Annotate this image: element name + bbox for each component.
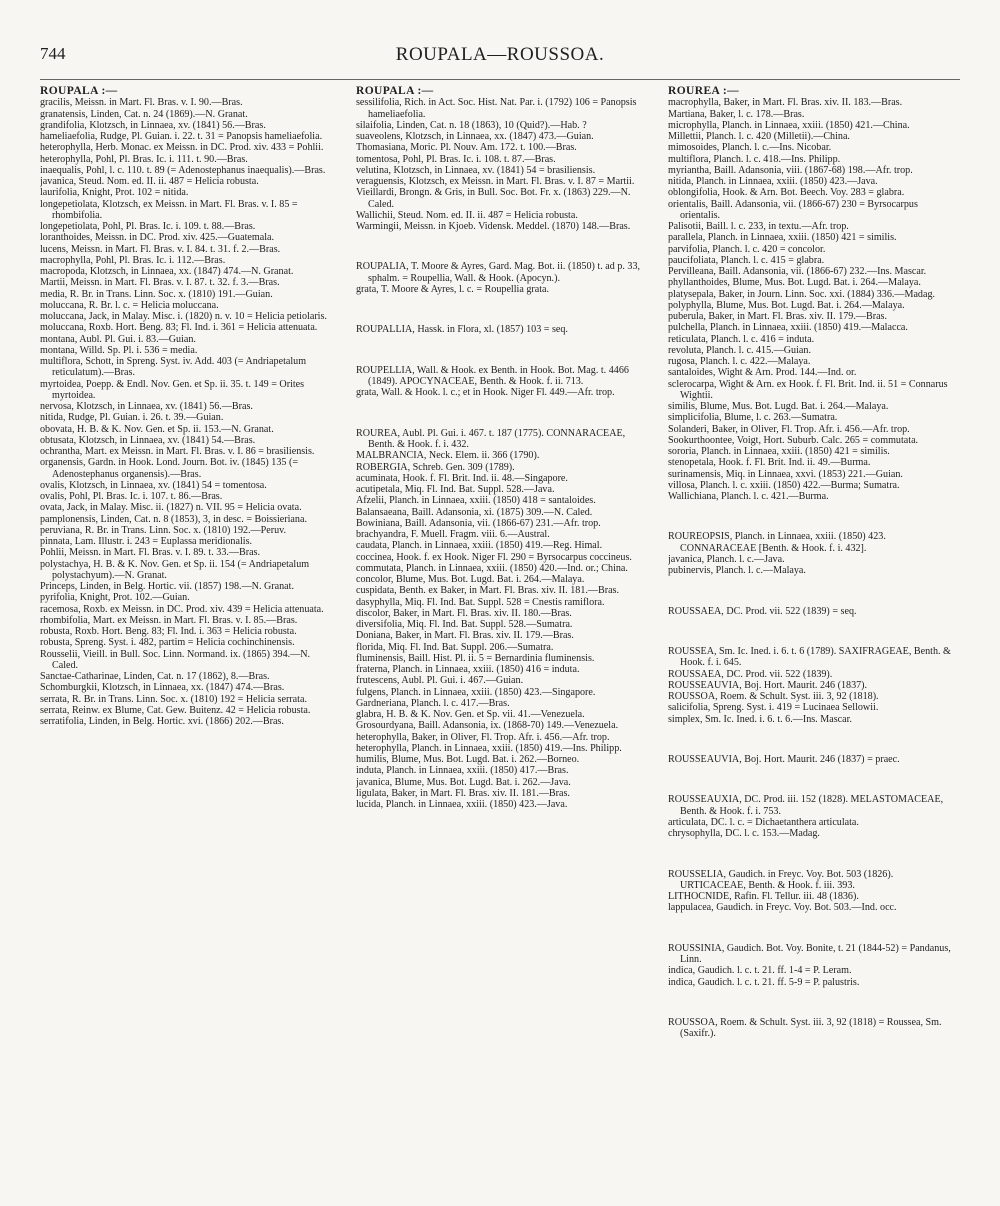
index-entry: heterophylla, Herb. Monac. ex Meissn. in DC. Prod. xiv. 433 = Pohlii. xyxy=(40,142,324,154)
genus-heading: ROUREA :— xyxy=(668,86,740,97)
page-number: 744 xyxy=(40,44,66,63)
index-entry: articulata, DC. l. c. = Dichaetanthera articulata. xyxy=(668,816,859,828)
index-entry: orientalis, Baill. Adansonia, vii. (1866-67) 230 = Byrsocarpus orientalis. xyxy=(668,198,918,221)
index-entry: gracilis, Meissn. in Mart. Fl. Bras. v. I. 90.—Bras. xyxy=(40,97,243,109)
index-entry: Balansaeana, Baill. Adansonia, xi. (1875) 309.—N. Caled. xyxy=(356,506,593,518)
index-entry: brachyandra, F. Muell. Fragm. viii. 6.—Austral. xyxy=(356,529,550,540)
index-entry: ovata, Jack, in Malay. Misc. ii. (1827) n. VII. 95 = Helicia ovata. xyxy=(40,502,302,514)
index-entry: ROUSSOA, Roem. & Schult. Syst. iii. 3, 92 (1818) = Roussea, Sm. (Saxifr.). xyxy=(668,1017,942,1040)
entry-gap xyxy=(668,850,960,859)
index-entry: macrophylla, Baker, in Mart. Fl. Bras. xiv. II. 183.—Bras. xyxy=(668,97,903,109)
index-entry: moluccana, R. Br. l. c. = Helicia moluccana. xyxy=(40,299,219,311)
index-entry: ROUPALLIA, Hassk. in Flora, xl. (1857) 103 = seq. xyxy=(356,324,568,336)
index-entry: serratifolia, Linden, in Belg. Hortic. xvi. (1866) 202.—Bras. xyxy=(40,716,284,727)
index-entry: multiflora, Planch. l. c. 418.—Ins. Philipp. xyxy=(668,153,841,165)
index-entry: discolor, Baker, in Mart. Fl. Bras. xiv. II. 180.—Bras. xyxy=(356,607,572,619)
index-entry: rugosa, Planch. l. c. 422.—Malaya. xyxy=(668,356,811,367)
index-entry: lucens, Meissn. in Mart. Fl. Bras. v. I. 84. t. 31. f. 2.—Bras. xyxy=(40,243,281,255)
index-entry: stenopetala, Hook. f. Fl. Brit. Ind. ii. 49.—Burma. xyxy=(668,457,871,469)
index-entry: ROUPALIA, T. Moore & Ayres, Gard. Mag. Bot. ii. (1850) t. ad p. 33, sphalm. = Roupellia, Wall. & Hook. (Apocyn.). xyxy=(356,261,641,284)
index-entry: Doniana, Baker, in Mart. Fl. Bras. xiv. II. 179.—Bras. xyxy=(356,630,574,642)
index-entry: Princeps, Linden, in Belg. Hortic. vii. (1857) 198.—N. Granat. xyxy=(40,581,294,592)
index-entry: parvifolia, Planch. l. c. 420 = concolor. xyxy=(668,243,826,255)
index-entry: frutescens, Aubl. Pl. Gui. i. 467.—Guian. xyxy=(356,675,524,687)
index-entry: robusta, Spreng. Syst. i. 482, partim = Helicia cochinchinensis. xyxy=(40,637,295,649)
index-entry: sclerocarpa, Wight & Arn. ex Hook. f. Fl. Brit. Ind. ii. 51 = Connarus Wightii. xyxy=(668,378,948,401)
index-entry: Millettii, Planch. l. c. 420 (Milletii).—China. xyxy=(668,131,850,142)
index-entry: ROUSSEA, Sm. Ic. Ined. i. 6. t. 6 (1789). SAXIFRAGEAE, Benth. & Hook. f. i. 645. xyxy=(668,646,951,669)
index-entry: heterophylla, Baker, in Oliver, Fl. Trop. Afr. i. 456.—Afr. trop. xyxy=(356,731,610,743)
index-entry: dasyphylla, Miq. Fl. Ind. Bat. Suppl. 528 = Cnestis ramiflora. xyxy=(356,596,605,608)
index-entry: parallela, Planch. in Linnaea, xxiii. (1850) 421 = similis. xyxy=(668,232,897,244)
entry-gap xyxy=(668,735,960,744)
index-entry: santaloides, Wight & Arn. Prod. 144.—Ind. or. xyxy=(668,367,857,379)
index-entry: induta, Planch. in Linnaea, xxiii. (1850) 417.—Bras. xyxy=(356,765,569,777)
index-entry: ovalis, Klotzsch, in Linnaea, xv. (1841) 54 = tomentosa. xyxy=(40,479,267,491)
index-entry: ROUSSEAUVIA, Boj. Hort. Maurit. 246 (1837) = praec. xyxy=(668,754,900,765)
index-entry: acuminata, Hook. f. Fl. Brit. Ind. ii. 48.—Singapore. xyxy=(356,472,568,484)
index-entry: Martii, Meissn. in Mart. Fl. Bras. v. I. 87. t. 32. f. 3.—Bras. xyxy=(40,277,280,289)
index-entry: grata, T. Moore & Ayres, l. c. = Roupellia grata. xyxy=(356,283,550,295)
index-entry: rhombifolia, Mart. ex Meissn. in Mart. Fl. Bras. v. I. 85.—Bras. xyxy=(40,614,298,626)
index-entry: nitida, Planch. in Linnaea, xxiii. (1850) 423.—Java. xyxy=(668,176,878,187)
entry-gap xyxy=(668,587,960,596)
entry-gap xyxy=(356,305,648,314)
column-1 xyxy=(40,86,332,1186)
index-entry: tomentosa, Pohl, Pl. Bras. Ic. i. 108. t. 87.—Bras. xyxy=(356,153,556,165)
index-entry: suaveolens, Klotzsch, in Linnaea, xx. (1847) 473.—Guian. xyxy=(356,131,594,142)
index-entry: myriantha, Baill. Adansonia, viii. (1867-68) 198.—Afr. trop. xyxy=(668,164,913,176)
index-entry: macrophylla, Pohl, Pl. Bras. Ic. i. 112.—Bras. xyxy=(40,254,226,266)
index-entry: velutina, Klotzsch, in Linnaea, xv. (1841) 54 = brasiliensis. xyxy=(356,164,596,176)
index-entry: obtusata, Klotzsch, in Linnaea, xv. (1841) 54.—Bras. xyxy=(40,434,256,446)
index-entry: villosa, Planch. l. c. xxiii. (1850) 422.—Burma; Sumatra. xyxy=(668,479,900,491)
index-entry: ovalis, Pohl, Pl. Bras. Ic. i. 107. t. 86.—Bras. xyxy=(40,491,223,502)
entry-gap xyxy=(668,924,960,933)
index-entry: pulchella, Planch. in Linnaea, xxiii. (1850) 419.—Malacca. xyxy=(668,322,908,334)
index-entry: moluccana, Jack, in Malay. Misc. i. (1820) n. v. 10 = Helicia petiolaris. xyxy=(40,311,327,322)
page-header xyxy=(40,40,960,76)
index-entry: pamplonensis, Linden, Cat. n. 8 (1853), 3, in desc. = Boissieriana. xyxy=(40,513,307,525)
index-entry: laurifolia, Knight, Prot. 102 = nitida. xyxy=(40,187,189,199)
index-entry: myrtoidea, Poepp. & Endl. Nov. Gen. et Sp. ii. 35. t. 149 = Orites myrtoidea. xyxy=(40,378,305,401)
index-entry: Sookurthoontee, Voigt, Hort. Suburb. Calc. 265 = commutata. xyxy=(668,434,919,446)
index-entry: Afzelii, Planch. in Linnaea, xxiii. (1850) 418 = santaloides. xyxy=(356,495,596,507)
index-entry: cuspidata, Benth. ex Baker, in Mart. Fl. Bras. xiv. II. 181.—Bras. xyxy=(356,585,620,597)
index-entry: ROUREOPSIS, Planch. in Linnaea, xxiii. (1850) 423. CONNARACEAE [Benth. & Hook. f. i. 432]. xyxy=(668,531,886,554)
index-entry: javanica, Planch. l. c.—Java. xyxy=(668,553,785,565)
index-entry: ROUSSAEA, DC. Prod. vii. 522 (1839) = seq. xyxy=(668,605,857,617)
index-entry: heterophylla, Pohl, Pl. Bras. Ic. i. 111. t. 90.—Bras. xyxy=(40,153,248,165)
index-entry: ROUSSEAUVIA, Boj. Hort. Maurit. 246 (1837). xyxy=(668,679,868,691)
index-entry: Vieillardi, Brongn. & Gris, in Bull. Soc. Bot. Fr. x. (1863) 229.—N. Caled. xyxy=(356,187,631,210)
index-entry: moluccana, Roxb. Hort. Beng. 83; Fl. Ind. i. 361 = Helicia attenuata. xyxy=(40,322,318,334)
index-entry: Pohlii, Meissn. in Mart. Fl. Bras. v. I. 89. t. 33.—Bras. xyxy=(40,547,261,559)
index-entry: macropoda, Klotzsch, in Linnaea, xx. (1847) 474.—N. Granat. xyxy=(40,266,294,277)
index-entry: pinnata, Lam. Illustr. i. 243 = Euplassa meridionalis. xyxy=(40,536,253,547)
index-entry: sessilifolia, Rich. in Act. Soc. Hist. Nat. Par. i. (1792) 106 = Panopsis hameliaefolia. xyxy=(356,97,637,120)
index-entry: simplicifolia, Blume, l. c. 263.—Sumatra. xyxy=(668,412,838,424)
running-head: ROUPALA—ROUSSOA. xyxy=(395,44,605,65)
index-entry: florida, Miq. Fl. Ind. Bat. Suppl. 206.—Sumatra. xyxy=(356,641,554,653)
index-entry: ROUSSOA, Roem. & Schult. Syst. iii. 3, 92 (1818). xyxy=(668,691,879,703)
index-entry: phyllanthoides, Blume, Mus. Bot. Lugd. Bat. i. 264.—Malaya. xyxy=(668,277,921,289)
genus-heading: ROUPALA :— xyxy=(356,86,434,97)
index-entry: MALBRANCIA, Neck. Elem. ii. 366 (1790). xyxy=(356,450,540,462)
index-entry: surinamensis, Miq. in Linnaea, xxvi. (1853) 221.—Guian. xyxy=(668,468,903,480)
index-entry: polyphylla, Blume, Mus. Bot. Lugd. Bat. i. 264.—Malaya. xyxy=(668,299,905,311)
index-entry: ROUSSAEA, DC. Prod. vii. 522 (1839). xyxy=(668,668,833,680)
index-entry: ROUREA, Aubl. Pl. Gui. i. 467. t. 187 (1775). CONNARACEAE, Benth. & Hook. f. i. 432. xyxy=(356,427,626,450)
index-entry: concolor, Blume, Mus. Bot. Lugd. Bat. i. 264.—Malaya. xyxy=(356,574,585,585)
header-rule xyxy=(40,79,960,80)
index-entry: ochrantha, Mart. ex Meissn. in Mart. Fl. Bras. v. I. 86 = brasiliensis. xyxy=(40,446,315,457)
index-entry: pubinervis, Planch. l. c.—Malaya. xyxy=(668,565,806,577)
index-entry: indica, Gaudich. l. c. t. 21. ff. 1-4 = P. Leram. xyxy=(668,965,852,977)
index-entry: Grosourdyana, Baill. Adansonia, ix. (1868-70) 149.—Venezuela. xyxy=(356,720,619,732)
index-entry: javanica, Steud. Nom. ed. II. ii. 487 = Helicia robusta. xyxy=(40,176,259,187)
index-entry: LITHOCNIDE, Rafin. Fl. Tellur. iii. 48 (1836). xyxy=(668,891,859,903)
index-entry: puberula, Baker, in Mart. Fl. Bras. xiv. II. 179.—Bras. xyxy=(668,311,888,322)
index-entry: Wallichii, Steud. Nom. ed. II. ii. 487 = Helicia robusta. xyxy=(356,209,578,221)
index-entry: ROUSSINIA, Gaudich. Bot. Voy. Bonite, t. 21 (1844-52) = Pandanus, Linn. xyxy=(668,942,951,966)
index-entry: hameliaefolia, Rudge, Pl. Guian. i. 22. t. 31 = Panopsis hameliaefolia. xyxy=(40,131,323,142)
index-entry: lucida, Planch. in Linnaea, xxiii. (1850) 423.—Java. xyxy=(356,799,568,810)
index-entry: media, R. Br. in Trans. Linn. Soc. x. (1810) 191.—Guian. xyxy=(40,288,273,300)
entry-gap xyxy=(356,409,648,418)
index-entry: Thomasiana, Moric. Pl. Nouv. Am. 172. t. 100.—Bras. xyxy=(356,142,577,154)
index-entry: indica, Gaudich. l. c. t. 21. ff. 5-9 = P. palustris. xyxy=(668,976,860,988)
index-entry: acutipetala, Miq. Fl. Ind. Bat. Suppl. 528.—Java. xyxy=(356,484,555,495)
entry-gap xyxy=(668,512,960,521)
index-entry: Solanderi, Baker, in Oliver, Fl. Trop. Afr. i. 456.—Afr. trop. xyxy=(668,423,910,435)
index-entry: ROUPELLIA, Wall. & Hook. ex Benth. in Hook. Bot. Mag. t. 4466 (1849). APOCYNACEAE, Benth. & Hook. f. ii. 713. xyxy=(356,364,629,388)
index-entry: simplex, Sm. Ic. Ined. i. 6. t. 6.—Ins. Mascar. xyxy=(668,713,852,725)
index-entry: Bowiniana, Baill. Adansonia, vii. (1866-67) 231.—Afr. trop. xyxy=(356,517,601,529)
index-entry: Sanctae-Catharinae, Linden, Cat. n. 17 (1862), 8.—Bras. xyxy=(40,671,270,682)
index-entry: ROBERGIA, Schreb. Gen. 309 (1789). xyxy=(356,461,515,473)
index-entry: grata, Wall. & Hook. l. c.; et in Hook. Niger Fl. 449.—Afr. trop. xyxy=(356,387,615,399)
entry-gap xyxy=(668,775,960,784)
index-entry: coccinea, Hook. f. ex Hook. Niger Fl. 290 = Byrsocarpus coccineus. xyxy=(356,551,632,563)
index-entry: robusta, Roxb. Hort. Beng. 83; Fl. Ind. i. 363 = Helicia robusta. xyxy=(40,626,297,637)
index-entry: commutata, Planch. in Linnaea, xxiii. (1850) 420.—Ind. or.; China. xyxy=(356,562,628,574)
index-entry: nervosa, Klotzsch, in Linnaea, xv. (1841) 56.—Bras. xyxy=(40,401,253,412)
index-entry: ligulata, Baker, in Mart. Fl. Bras. xiv. II. 181.—Bras. xyxy=(356,787,570,799)
index-entry: caudata, Planch. in Linnaea, xxiii. (1850) 419.—Reg. Himal. xyxy=(356,540,603,552)
index-entry: reticulata, Planch. l. c. 416 = induta. xyxy=(668,333,815,345)
index-entry: multiflora, Schott, in Spreng. Syst. iv. Add. 403 (= Andriapetalum reticulatum).—Bras. xyxy=(40,356,307,379)
index-entry: chrysophylla, DC. l. c. 153.—Madag. xyxy=(668,828,820,840)
index-entry: salicifolia, Spreng. Syst. i. 419 = Lucinaea Sellowii. xyxy=(668,702,879,714)
index-entry: grandifolia, Klotzsch, in Linnaea, xv. (1841) 56.—Bras. xyxy=(40,119,266,131)
column-2 xyxy=(356,86,648,1186)
index-entry: revoluta, Planch. l. c. 415.—Guian. xyxy=(668,344,811,356)
index-entry: paucifoliata, Planch. l. c. 415 = glabra. xyxy=(668,254,825,266)
index-entry: mimosoides, Planch. l. c.—Ins. Nicobar. xyxy=(668,142,832,154)
index-entry: microphylla, Planch. in Linnaea, xxiii. (1850) 421.—China. xyxy=(668,119,910,131)
index-entry: ROUSSEAUXIA, DC. Prod. iii. 152 (1828). MELASTOMACEAE, Benth. & Hook. f. i. 753. xyxy=(668,794,944,817)
index-entry: diversifolia, Miq. Fl. Ind. Bat. Suppl. 528.—Sumatra. xyxy=(356,619,573,630)
index-entry: granatensis, Linden, Cat. n. 24 (1869).—N. Granat. xyxy=(40,108,248,120)
index-entry: Wallichiana, Planch. l. c. 421.—Burma. xyxy=(668,491,829,502)
index-entry: javanica, Blume, Mus. Bot. Lugd. Bat. i. 262.—Java. xyxy=(356,776,571,788)
index-entry: Pervilleana, Baill. Adansonia, vii. (1866-67) 232.—Ins. Mascar. xyxy=(668,266,927,277)
index-entry: serrata, Reinw. ex Blume, Cat. Gew. Buitenz. 42 = Helicia robusta. xyxy=(40,704,311,716)
index-entry: veraguensis, Klotzsch, ex Meissn. in Mart. Fl. Bras. v. I. 87 = Martii. xyxy=(356,176,635,187)
index-entry: Rousselii, Vieill. in Bull. Soc. Linn. Normand. ix. (1865) 394.—N. Caled. xyxy=(40,648,311,671)
index-entry: Gardneriana, Planch. l. c. 417.—Bras. xyxy=(356,697,510,709)
index-entry: montana, Willd. Sp. Pl. i. 536 = media. xyxy=(40,344,198,356)
index-entry: obovata, H. B. & K. Nov. Gen. et Sp. ii. 153.—N. Granat. xyxy=(40,423,274,435)
entry-gap xyxy=(356,346,648,355)
index-entry: Warmingii, Meissn. in Kjoeb. Vidensk. Meddel. (1870) 148.—Bras. xyxy=(356,221,631,232)
index-entry: Palisotii, Baill. l. c. 233, in textu.—Afr. trop. xyxy=(668,221,849,232)
index-entry: silaifolia, Linden, Cat. n. 18 (1863), 10 (Quid?).—Hab. ? xyxy=(356,119,587,131)
index-entry: Martiana, Baker, l. c. 178.—Bras. xyxy=(668,108,805,120)
index-entry: similis, Blume, Mus. Bot. Lugd. Bat. i. 264.—Malaya. xyxy=(668,401,889,412)
index-entry: montana, Aubl. Pl. Gui. i. 83.—Guian. xyxy=(40,333,196,345)
index-entry: longepetiolata, Klotzsch, ex Meissn. in Mart. Fl. Bras. v. I. 85 = rhombifolia. xyxy=(40,198,298,221)
index-entry: sororia, Planch. in Linnaea, xxiii. (1850) 421 = similis. xyxy=(668,446,890,457)
index-entry: longepetiolata, Pohl, Pl. Bras. Ic. i. 109. t. 88.—Bras. xyxy=(40,221,256,232)
genus-heading: ROUPALA :— xyxy=(40,86,118,97)
column-3 xyxy=(668,86,960,1186)
index-entry: humilis, Blume, Mus. Bot. Lugd. Bat. i. 262.—Borneo. xyxy=(356,754,580,765)
index-entry: inaequalis, Pohl, l. c. 110. t. 89 (= Adenostephanus inaequalis).—Bras. xyxy=(40,164,326,176)
index-entry: glabra, H. B. & K. Nov. Gen. et Sp. vii. 41.—Venezuela. xyxy=(356,709,585,720)
index-entry: Schomburgkii, Klotzsch, in Linnaea, xx. (1847) 474.—Bras. xyxy=(40,682,285,694)
index-entry: oblongifolia, Hook. & Arn. Bot. Beech. Voy. 283 = glabra. xyxy=(668,187,905,199)
entry-gap xyxy=(668,998,960,1007)
entry-gap xyxy=(356,242,648,251)
index-entry: platysepala, Baker, in Journ. Linn. Soc. xxi. (1884) 336.—Madag. xyxy=(668,288,936,300)
index-entry: fraterna, Planch. in Linnaea, xxiii. (1850) 416 = induta. xyxy=(356,664,580,675)
index-entry: loranthoides, Meissn. in DC. Prod. xiv. 425.—Guatemala. xyxy=(40,232,274,244)
index-entry: nitida, Rudge, Pl. Guian. i. 26. t. 39.—Guian. xyxy=(40,412,224,424)
index-entry: fluminensis, Baill. Hist. Pl. ii. 5 = Bernardinia fluminensis. xyxy=(356,652,595,664)
index-entry: fulgens, Planch. in Linnaea, xxiii. (1850) 423.—Singapore. xyxy=(356,686,596,698)
index-entry: pyrifolia, Knight, Prot. 102.—Guian. xyxy=(40,592,190,604)
index-entry: peruviana, R. Br. in Trans. Linn. Soc. x. (1810) 192.—Peruv. xyxy=(40,524,287,536)
entry-gap xyxy=(668,627,960,636)
index-entry: serrata, R. Br. in Trans. Linn. Soc. x. (1810) 192 = Helicia serrata. xyxy=(40,693,307,705)
index-entry: racemosa, Roxb. ex Meissn. in DC. Prod. xiv. 439 = Helicia attenuata. xyxy=(40,603,324,615)
index-entry: polystachya, H. B. & K. Nov. Gen. et Sp. ii. 154 (= Andriapetalum polystachyum).—N. Granat. xyxy=(40,558,310,581)
index-entry: heterophylla, Planch. in Linnaea, xxiii. (1850) 419.—Ins. Philipp. xyxy=(356,742,622,754)
index-entry: lappulacea, Gaudich. in Freyc. Voy. Bot. 503.—Ind. occ. xyxy=(668,902,897,914)
index-entry: ROUSSELIA, Gaudich. in Freyc. Voy. Bot. 503 (1826). URTICACEAE, Benth. & Hook. f. iii. 393. xyxy=(668,868,894,891)
index-entry: organensis, Gardn. in Hook. Lond. Journ. Bot. iv. (1845) 135 (= Adenostephanus organensis).—Bras. xyxy=(40,457,299,480)
